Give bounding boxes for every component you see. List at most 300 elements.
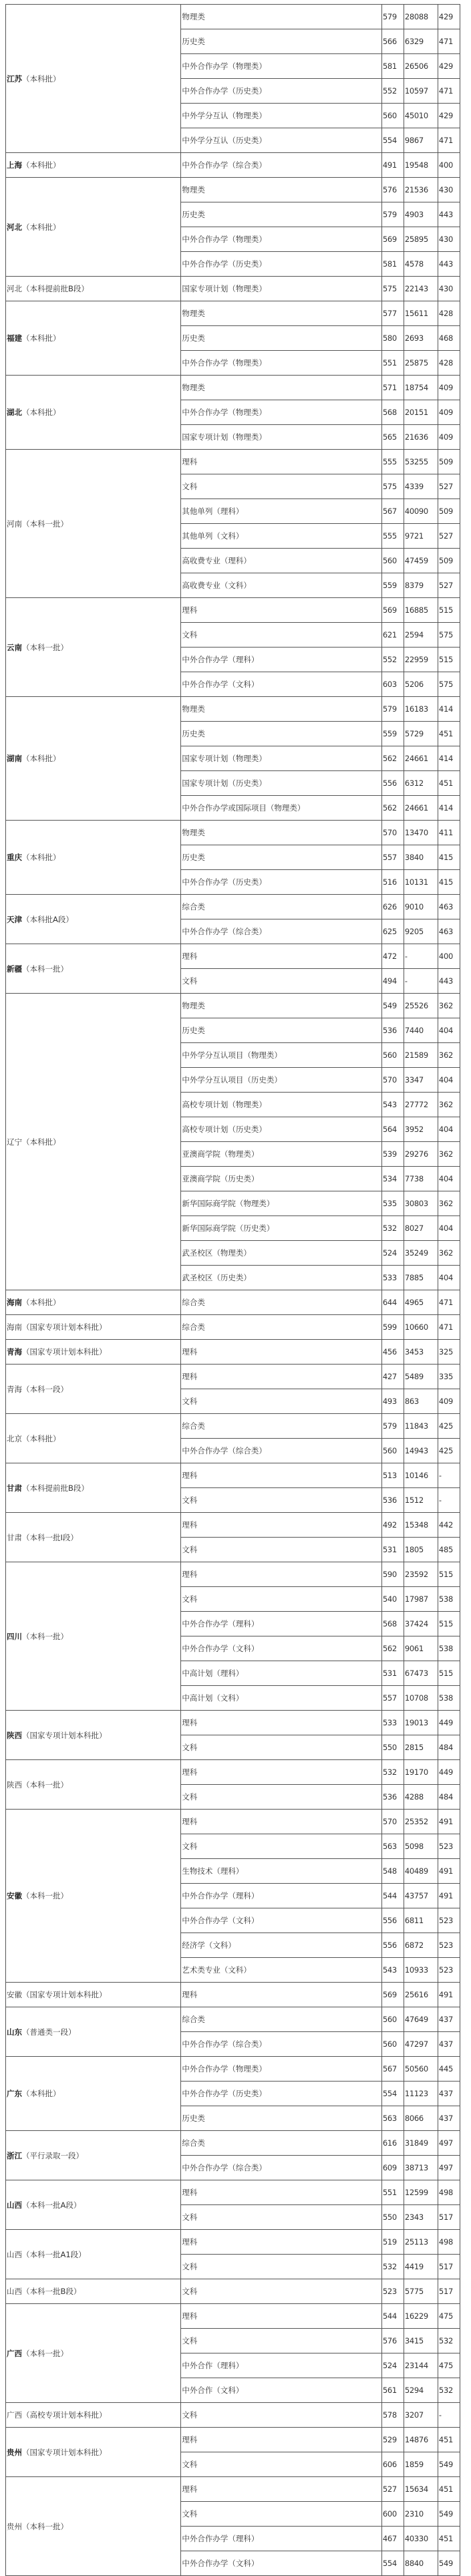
rank-cell: 53255 [404,450,438,474]
province-name: 福建 [7,333,22,343]
control-line-cell: 400 [438,944,460,969]
min-score-cell: 539 [381,1142,404,1167]
rank-cell: 5775 [404,2279,438,2304]
admission-batch: （本科一批） [22,2521,68,2531]
category-cell: 物理类 [181,376,381,400]
province-name: 陕西 [7,1779,22,1790]
rank-cell: 2693 [404,326,438,351]
category-cell: 中外合作办学（历史类） [181,79,381,104]
control-line-cell: 430 [438,227,460,252]
min-score-cell: 559 [381,573,404,598]
min-score-cell: 557 [381,1686,404,1711]
admission-batch: （本科一批） [22,1779,68,1790]
rank-cell: 9205 [404,919,438,944]
control-line-cell: 527 [438,573,460,598]
control-line-cell: 449 [438,1760,460,1785]
admission-batch: （本科批A段） [22,914,73,924]
province-name: 贵州 [7,2447,22,2457]
control-line-cell: 404 [438,1216,460,1241]
category-cell: 理科 [181,2180,381,2205]
min-score-cell: 535 [381,1191,404,1216]
control-line-cell: 362 [438,1043,460,1068]
rank-cell: 24661 [404,796,438,821]
control-line-cell: 404 [438,1117,460,1142]
control-line-cell: 362 [438,1093,460,1117]
table-row [6,2428,460,2452]
min-score-cell: 513 [381,1463,404,1488]
province-cell [6,2477,181,2576]
admission-batch: （本科一批） [22,1631,68,1641]
category-cell: 物理类 [181,994,381,1018]
table-row [6,450,460,474]
control-line-cell: 409 [438,400,460,425]
rank-cell: 50560 [404,2057,438,2082]
control-line-cell: 425 [438,1414,460,1439]
category-cell: 其他单列（理科） [181,499,381,524]
category-cell: 理科 [181,1760,381,1785]
admission-batch: （国家专项计划本科批） [22,1730,107,1740]
min-score-cell: 551 [381,2180,404,2205]
min-score-cell: 516 [381,870,404,895]
table-row [6,2477,460,2502]
table-row [6,1290,460,1315]
control-line-cell: 491 [438,1884,460,1908]
control-line-cell: 491 [438,1810,460,1834]
category-cell: 新华国际商学院（物理类） [181,1191,381,1216]
province-name: 山西 [7,2200,22,2210]
rank-cell: 10660 [404,1315,438,1340]
table-row [6,895,460,919]
min-score-cell: 569 [381,227,404,252]
control-line-cell: 430 [438,277,460,301]
category-cell: 文科 [181,1538,381,1562]
rank-cell: 67473 [404,1661,438,1686]
province-cell [6,450,181,598]
min-score-cell: 580 [381,326,404,351]
category-cell: 生物技术（理科） [181,1859,381,1884]
category-cell: 文科 [181,623,381,648]
min-score-cell: 577 [381,301,404,326]
min-score-cell: 578 [381,2403,404,2428]
min-score-cell: 600 [381,2502,404,2527]
category-cell: 文科 [181,1587,381,1612]
control-line-cell: 471 [438,79,460,104]
province-name: 云南 [7,642,22,652]
min-score-cell: 560 [381,1043,404,1068]
rank-cell: 5729 [404,722,438,746]
admission-batch: （本科批） [22,333,61,343]
rank-cell: 10597 [404,79,438,104]
min-score-cell: 567 [381,499,404,524]
control-line-cell: 527 [438,524,460,549]
category-cell: 综合类 [181,1315,381,1340]
control-line-cell: 362 [438,1191,460,1216]
table-row [6,821,460,845]
rank-cell: - [404,944,438,969]
rank-cell: 6329 [404,29,438,54]
rank-cell: 35249 [404,1241,438,1266]
category-cell: 中外合作（文科） [181,2378,381,2403]
rank-cell: 11123 [404,2082,438,2106]
min-score-cell: 536 [381,1488,404,1513]
control-line-cell: 549 [438,2502,460,2527]
control-line-cell: - [438,1463,460,1488]
category-cell: 理科 [181,2477,381,2502]
min-score-cell: 519 [381,2230,404,2255]
control-line-cell: - [438,1488,460,1513]
province-name: 河北 [7,284,22,293]
min-score-cell: 524 [381,1241,404,1266]
min-score-cell: 491 [381,153,404,178]
rank-cell: 8066 [404,2106,438,2131]
rank-cell: 21536 [404,178,438,202]
province-name: 山西 [7,2249,22,2259]
control-line-cell: 523 [438,1834,460,1859]
admission-batch: （本科批） [22,1433,61,1443]
admission-batch: （本科批） [22,222,61,232]
rank-cell: 3415 [404,2329,438,2353]
category-cell: 文科 [181,1785,381,1810]
rank-cell: 3952 [404,1117,438,1142]
province-cell [6,1340,181,1365]
rank-cell: 21636 [404,425,438,450]
category-cell: 中外合作办学（综合类） [181,919,381,944]
province-cell [6,5,181,153]
rank-cell: 14876 [404,2428,438,2452]
category-cell: 文科 [181,2502,381,2527]
min-score-cell: 456 [381,1340,404,1365]
rank-cell: 17987 [404,1587,438,1612]
control-line-cell: 517 [438,2255,460,2279]
category-cell: 国家专项计划（历史类） [181,771,381,796]
rank-cell: 4288 [404,1785,438,1810]
min-score-cell: 560 [381,549,404,573]
rank-cell: 15348 [404,1513,438,1538]
category-cell: 艺术类专业（文科） [181,1958,381,1983]
province-cell [6,2428,181,2477]
category-cell: 文科 [181,1488,381,1513]
control-line-cell: 437 [438,2007,460,2032]
province-cell [6,2279,181,2304]
rank-cell: 19013 [404,1711,438,1735]
rank-cell: 29276 [404,1142,438,1167]
table-row [6,598,460,623]
control-line-cell: 425 [438,1439,460,1463]
province-name: 江苏 [7,74,22,84]
admission-batch: （本科一批） [22,2348,68,2358]
province-cell [6,301,181,376]
admission-batch: （本科批） [22,160,61,170]
category-cell: 中外合作办学（综合类） [181,1439,381,1463]
rank-cell: 40090 [404,499,438,524]
rank-cell: 8379 [404,573,438,598]
rank-cell: 4339 [404,474,438,499]
category-cell: 中外学分互认项目（物理类） [181,1043,381,1068]
rank-cell: 47297 [404,2032,438,2057]
min-score-cell: 569 [381,1983,404,2007]
province-cell [6,178,181,277]
category-cell: 历史类 [181,2106,381,2131]
rank-cell: 40489 [404,1859,438,1884]
category-cell: 物理类 [181,5,381,29]
control-line-cell: 442 [438,1513,460,1538]
category-cell: 中外合作办学（历史类） [181,2082,381,2106]
category-cell: 经济学（文科） [181,1933,381,1958]
min-score-cell: 609 [381,2156,404,2180]
province-cell [6,1760,181,1810]
control-line-cell: 411 [438,821,460,845]
category-cell: 综合类 [181,2131,381,2156]
min-score-cell: 567 [381,2057,404,2082]
min-score-cell: 556 [381,1933,404,1958]
category-cell: 文科 [181,1389,381,1414]
control-line-cell: 437 [438,2032,460,2057]
province-name: 海南 [7,1298,22,1307]
control-line-cell: 451 [438,2428,460,2452]
control-line-cell: 532 [438,2378,460,2403]
table-row [6,277,460,301]
rank-cell: 2594 [404,623,438,648]
rank-cell: 27772 [404,1093,438,1117]
control-line-cell: 463 [438,895,460,919]
category-cell: 文科 [181,2452,381,2477]
province-name: 天津 [7,914,22,924]
category-cell: 中外合作办学（物理类） [181,54,381,79]
rank-cell: 6312 [404,771,438,796]
control-line-cell: 463 [438,919,460,944]
control-line-cell: 437 [438,2106,460,2131]
min-score-cell: 532 [381,1216,404,1241]
min-score-cell: 532 [381,2255,404,2279]
min-score-cell: 565 [381,425,404,450]
control-line-cell: 404 [438,1068,460,1093]
rank-cell: 26506 [404,54,438,79]
admission-batch: （本科一批） [22,519,68,529]
category-cell: 中高计划（理科） [181,1661,381,1686]
category-cell: 国家专项计划（物理类） [181,746,381,771]
province-name: 北京 [7,1433,22,1443]
category-cell: 中外合作办学（物理类） [181,227,381,252]
province-cell [6,1315,181,1340]
control-line-cell: 400 [438,153,460,178]
control-line-cell: 414 [438,697,460,722]
rank-cell: 4419 [404,2255,438,2279]
control-line-cell: 404 [438,1266,460,1290]
rank-cell: 20151 [404,400,438,425]
category-cell: 文科 [181,969,381,994]
rank-cell: 15634 [404,2477,438,2502]
rank-cell: 23144 [404,2353,438,2378]
table-row [6,1711,460,1735]
rank-cell: 19170 [404,1760,438,1785]
control-line-cell: 437 [438,2082,460,2106]
province-cell [6,1562,181,1711]
min-score-cell: 566 [381,29,404,54]
control-line-cell: 517 [438,2205,460,2230]
rank-cell: 16885 [404,598,438,623]
rank-cell: 6811 [404,1908,438,1933]
min-score-cell: 533 [381,1266,404,1290]
category-cell: 理科 [181,1513,381,1538]
table-row [6,2304,460,2329]
min-score-cell: 524 [381,2353,404,2378]
province-name: 广西 [7,2410,22,2420]
category-cell: 新华国际商学院（历史类） [181,1216,381,1241]
min-score-cell: 543 [381,1093,404,1117]
rank-cell: 7738 [404,1167,438,1191]
min-score-cell: 562 [381,1636,404,1661]
category-cell: 理科 [181,1340,381,1365]
rank-cell: 38713 [404,2156,438,2180]
rank-cell: 25113 [404,2230,438,2255]
province-cell [6,1983,181,2007]
min-score-cell: 532 [381,1760,404,1785]
control-line-cell: 523 [438,1958,460,1983]
control-line-cell: 471 [438,29,460,54]
min-score-cell: 570 [381,821,404,845]
rank-cell: 25616 [404,1983,438,2007]
control-line-cell: 517 [438,2279,460,2304]
rank-cell: 10933 [404,1958,438,1983]
control-line-cell: 549 [438,2452,460,2477]
rank-cell: 12599 [404,2180,438,2205]
min-score-cell: 575 [381,474,404,499]
rank-cell: 31849 [404,2131,438,2156]
province-name: 新疆 [7,964,22,974]
rank-cell: 8840 [404,2551,438,2576]
admission-batch: （本科一批A段） [22,2200,82,2210]
min-score-cell: 550 [381,2205,404,2230]
min-score-cell: 549 [381,994,404,1018]
table-row [6,1760,460,1785]
category-cell: 理科 [181,2428,381,2452]
control-line-cell: 515 [438,1562,460,1587]
province-cell [6,994,181,1290]
min-score-cell: 467 [381,2527,404,2551]
category-cell: 理科 [181,2304,381,2329]
control-line-cell: 538 [438,1636,460,1661]
category-cell: 中外合作办学（文科） [181,1908,381,1933]
province-name: 河北 [7,222,22,232]
rank-cell: 7440 [404,1018,438,1043]
rank-cell: 15611 [404,301,438,326]
min-score-cell: 559 [381,722,404,746]
category-cell: 理科 [181,1810,381,1834]
table-row [6,2279,460,2304]
control-line-cell: 362 [438,994,460,1018]
table-row [6,2180,460,2205]
category-cell: 物理类 [181,301,381,326]
category-cell: 文科 [181,2205,381,2230]
control-line-cell: 451 [438,771,460,796]
province-cell [6,2230,181,2279]
rank-cell: 6872 [404,1933,438,1958]
control-line-cell: 404 [438,1167,460,1191]
min-score-cell: 570 [381,1068,404,1093]
min-score-cell: 543 [381,1958,404,1983]
min-score-cell: 563 [381,1834,404,1859]
rank-cell: 16183 [404,697,438,722]
category-cell: 中外合作办学（物理类） [181,2057,381,2082]
admission-batch: （本科批） [22,1298,61,1307]
category-cell: 理科 [181,2230,381,2255]
control-line-cell: 443 [438,202,460,227]
province-cell [6,1513,181,1562]
min-score-cell: 579 [381,202,404,227]
table-row [6,944,460,969]
rank-cell: 1512 [404,1488,438,1513]
category-cell: 历史类 [181,202,381,227]
province-cell [6,376,181,450]
province-name: 四川 [7,1631,22,1641]
min-score-cell: 544 [381,1884,404,1908]
admission-batch: （国家专项计划本科批） [22,2447,107,2457]
control-line-cell: 362 [438,1142,460,1167]
table-row [6,994,460,1018]
control-line-cell: 497 [438,2131,460,2156]
table-row [6,1562,460,1587]
category-cell: 其他单列（文科） [181,524,381,549]
province-name: 重庆 [7,853,22,862]
min-score-cell: 551 [381,351,404,376]
control-line-cell: 429 [438,5,460,29]
admission-batch: （国家专项计划本科批） [22,1347,107,1356]
min-score-cell: 581 [381,252,404,277]
province-name: 湖南 [7,754,22,763]
province-name: 上海 [7,160,22,170]
rank-cell: 9867 [404,128,438,153]
category-cell: 中外合作办学（综合类） [181,153,381,178]
control-line-cell: 409 [438,1389,460,1414]
category-cell: 中外合作办学（理科） [181,1612,381,1636]
table-row [6,1513,460,1538]
control-line-cell: 509 [438,549,460,573]
province-cell [6,1810,181,1983]
province-cell [6,277,181,301]
rank-cell: 47459 [404,549,438,573]
admission-batch: （普通类一段） [22,2027,76,2037]
category-cell: 高校专项计划（历史类） [181,1117,381,1142]
rank-cell: 10708 [404,1686,438,1711]
category-cell: 中外合作办学（综合类） [181,2156,381,2180]
control-line-cell: 443 [438,969,460,994]
control-line-cell: 409 [438,376,460,400]
category-cell: 中外合作办学（文科） [181,2551,381,2576]
control-line-cell: 498 [438,2230,460,2255]
category-cell: 中外合作办学（综合类） [181,2032,381,2057]
category-cell: 武圣校区（历史类） [181,1266,381,1290]
rank-cell: 28088 [404,5,438,29]
min-score-cell: 494 [381,969,404,994]
min-score-cell: 563 [381,2106,404,2131]
rank-cell: 4903 [404,202,438,227]
min-score-cell: 625 [381,919,404,944]
rank-cell: 9061 [404,1636,438,1661]
rank-cell: 1805 [404,1538,438,1562]
control-line-cell: 428 [438,351,460,376]
min-score-cell: 570 [381,1810,404,1834]
rank-cell: 1859 [404,2452,438,2477]
category-cell: 高校专项计划（物理类） [181,1093,381,1117]
category-cell: 综合类 [181,1290,381,1315]
province-cell [6,153,181,178]
rank-cell: 2310 [404,2502,438,2527]
control-line-cell: 443 [438,252,460,277]
category-cell: 中外合作办学（历史类） [181,252,381,277]
rank-cell: 3347 [404,1068,438,1093]
table-row [6,1340,460,1365]
min-score-cell: 544 [381,2304,404,2329]
